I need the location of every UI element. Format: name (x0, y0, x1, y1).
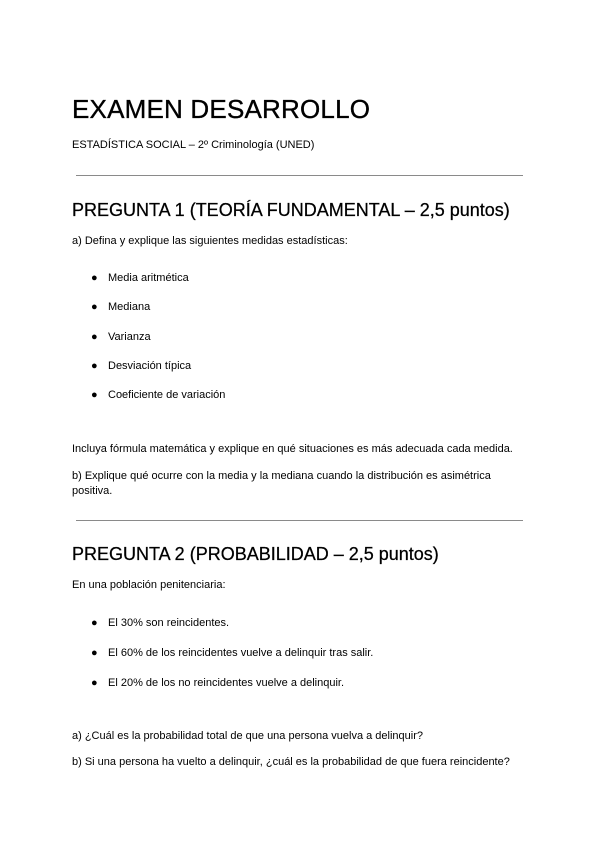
question-1-heading: PREGUNTA 1 (TEORÍA FUNDAMENTAL – 2,5 puntos) (72, 200, 510, 220)
question-2-bullet (91, 617, 229, 629)
bullet-icon: ● (91, 677, 98, 689)
question-1-note: Incluya fórmula matemática y explique en qué situaciones es más adecuada cada medida. (72, 443, 513, 455)
question-2-intro: En una población penitenciaria: (72, 579, 226, 591)
bullet-text: Mediana (108, 301, 151, 313)
question-2-part-b: b) Si una persona ha vuelto a delinquir, ¿cuál es la probabilidad de que fuera reincidente? (72, 756, 510, 768)
bullet-icon: ● (91, 617, 98, 629)
bullet-text: Media aritmética (108, 272, 189, 284)
question-1-bullet (91, 272, 189, 284)
bullet-icon: ● (91, 331, 98, 343)
bullet-text: El 20% de los no reincidentes vuelve a delinquir. (108, 677, 345, 689)
bullet-text: El 30% son reincidentes. (108, 617, 230, 629)
bullet-icon: ● (91, 360, 98, 372)
bullet-text: Coeficiente de variación (108, 389, 226, 401)
question-1-bullet (91, 360, 191, 372)
bullet-icon: ● (91, 389, 98, 401)
question-1-bullet (91, 389, 225, 401)
page-subtitle: ESTADÍSTICA SOCIAL – 2º Criminología (UNED) (72, 139, 315, 151)
bullet-icon: ● (91, 301, 98, 313)
question-2-bullet (91, 647, 373, 659)
question-1-intro: a) Defina y explique las siguientes medidas estadísticas: (72, 235, 348, 247)
bullet-icon: ● (91, 272, 98, 284)
section-divider (76, 520, 523, 521)
question-1-bullet (91, 301, 150, 313)
question-1-bullet (91, 331, 151, 343)
page-title: EXAMEN DESARROLLO (72, 94, 371, 124)
question-1-part-b: b) Explique qué ocurre con la media y la mediana cuando la distribución es asimétrica positiva. (72, 470, 491, 497)
bullet-text: Desviación típica (108, 360, 192, 372)
bullet-text: El 60% de los reincidentes vuelve a delinquir tras salir. (108, 647, 374, 659)
bullet-text: Varianza (108, 331, 151, 343)
question-2-part-a: a) ¿Cuál es la probabilidad total de que una persona vuelva a delinquir? (72, 730, 424, 742)
question-2-bullet (91, 677, 344, 689)
question-2-heading: PREGUNTA 2 (PROBABILIDAD – 2,5 puntos) (72, 544, 439, 564)
section-divider (76, 175, 523, 176)
bullet-icon: ● (91, 647, 98, 659)
